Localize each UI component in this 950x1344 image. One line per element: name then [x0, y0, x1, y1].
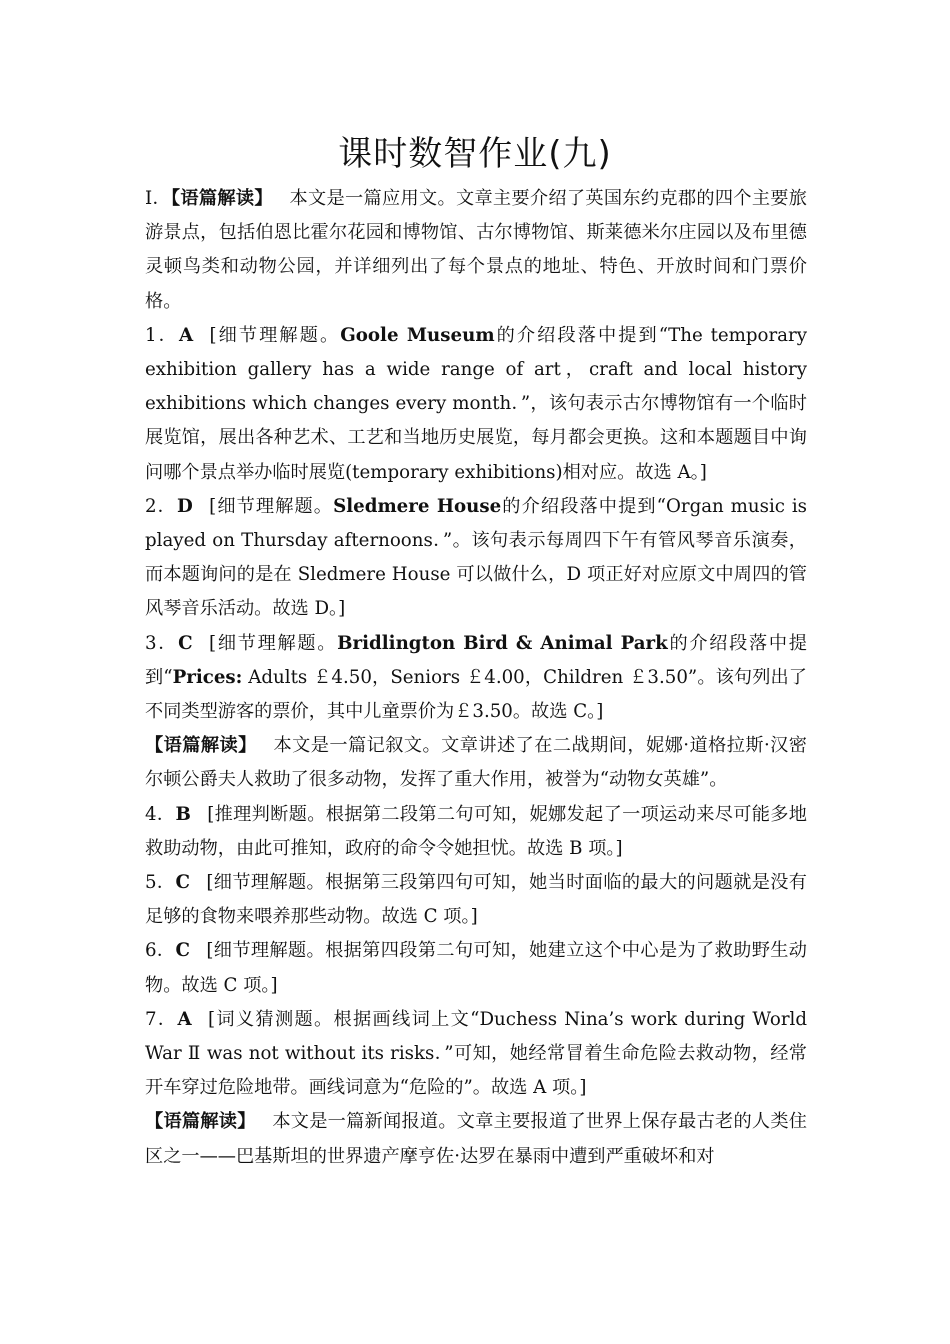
- answer-letter: C: [175, 872, 190, 894]
- paragraph-section-2-intro: [145, 729, 807, 797]
- explanation-bold-prices: Prices:: [172, 666, 243, 688]
- section-tag: 【语篇解读】: [170, 188, 273, 209]
- page-title: 课时数智作业(九): [338, 134, 612, 174]
- answer-letter: C: [178, 632, 193, 654]
- explanation-bold-term: Sledmere House: [333, 495, 502, 517]
- answer-letter: A: [178, 324, 194, 346]
- answer-item-6: [145, 934, 807, 1002]
- item-number: 7．: [145, 1008, 178, 1030]
- answer-letter: B: [175, 803, 191, 825]
- answer-item-2: [145, 490, 807, 627]
- answer-letter: C: [175, 940, 190, 962]
- item-number: 6．: [145, 940, 176, 962]
- intro-text: 本文是一篇记叙文。文章讲述了在二战期间，妮娜·道格拉斯·汉密尔顿公爵夫人救助了很多动物，发挥了重大作用，被誉为“动物女英雄”。: [145, 735, 807, 791]
- explanation-text: 的介绍段落中提到“The temporary exhibition gallery has a wide range of art，craft and local history exhibitions which changes every month．”，该句表示古尔博物馆有一个临时展览馆，展出各种艺术、工艺和当地历史展览，每月都会更换。这和本题题目中询问哪个景点举办临时展览(temporary exhibitions)相对应。故选 A。]: [145, 324, 807, 483]
- answer-letter: D: [176, 495, 193, 517]
- answer-item-5: [145, 866, 807, 934]
- explanation-prefix: [细节理解题。: [209, 632, 338, 654]
- item-number: 3．: [145, 632, 179, 654]
- explanation-text: [词义猜测题。根据画线词上文“Duchess Nina’s work during World War Ⅱ was not without its risks．”可知，她经常冒着生命危险去救动物，经常开车穿过危险地带。画线词意为“危险的”。故选 A 项。]: [145, 1008, 807, 1099]
- explanation-text: [细节理解题。根据第四段第二句可知，她建立这个中心是为了救助野生动物。故选 C 项。]: [145, 940, 807, 996]
- answer-item-7: [145, 1003, 807, 1106]
- paragraph-section-1-intro: [145, 182, 807, 319]
- explanation-text: [推理判断题。根据第二段第二句可知，妮娜发起了一项运动来尽可能多地救助动物，由此可推知，政府的命令令她担忧。故选 B 项。]: [145, 803, 807, 859]
- section-number: Ⅰ．: [145, 188, 171, 209]
- section-tag: 【语篇解读】: [145, 735, 257, 757]
- explanation-bold-term: Goole Museum: [340, 324, 495, 346]
- answer-item-1: [145, 319, 807, 490]
- answer-item-3: [145, 627, 807, 730]
- item-number: 2．: [145, 495, 177, 517]
- explanation-text: Adults ￡4.50，Seniors ￡4.00，Children ￡3.50”。该句列出了不同类型游客的票价，其中儿童票价为￡3.50。故选 C。]: [145, 666, 807, 723]
- item-number: 5．: [145, 872, 176, 894]
- explanation-text-a: 的介绍段落中提到“: [145, 632, 807, 688]
- answer-letter: A: [177, 1008, 192, 1030]
- explanation-text: 的介绍段落中提到“Organ music is played on Thursday afternoons．”。该句表示每周四下午有管风琴音乐演奏，而本题询问的是在 Sledmere House 可以做什么，D 项正好对应原文中周四的管风琴音乐活动。故选 D。]: [145, 495, 807, 620]
- explanation-prefix: [细节理解题。: [209, 495, 334, 517]
- intro-text: 本文是一篇应用文。文章主要介绍了英国东约克郡的四个主要旅游景点，包括伯恩比霍尔花园和博物馆、古尔博物馆、斯莱德米尔庄园以及布里德灵顿鸟类和动物公园，并详细列出了每个景点的地址、特色、开放时间和门票价格。: [145, 188, 807, 312]
- explanation-text: [细节理解题。根据第三段第四句可知，她当时面临的最大的问题就是没有足够的食物来喂养那些动物。故选 C 项。]: [145, 872, 807, 928]
- section-tag: 【语篇解读】: [145, 1111, 256, 1133]
- intro-text: 本文是一篇新闻报道。文章主要报道了世界上保存最古老的人类住区之一——巴基斯坦的世界遗产摩亨佐·达罗在暴雨中遭到严重破坏和对: [145, 1111, 807, 1167]
- paragraph-section-3-intro: [145, 1105, 807, 1173]
- explanation-prefix: [细节理解题。: [209, 324, 341, 346]
- document-body: [145, 182, 807, 1174]
- item-number: 1．: [145, 324, 179, 346]
- answer-item-4: [145, 798, 807, 866]
- explanation-bold-term: Bridlington Bird & Animal Park: [337, 632, 668, 654]
- item-number: 4．: [145, 803, 176, 825]
